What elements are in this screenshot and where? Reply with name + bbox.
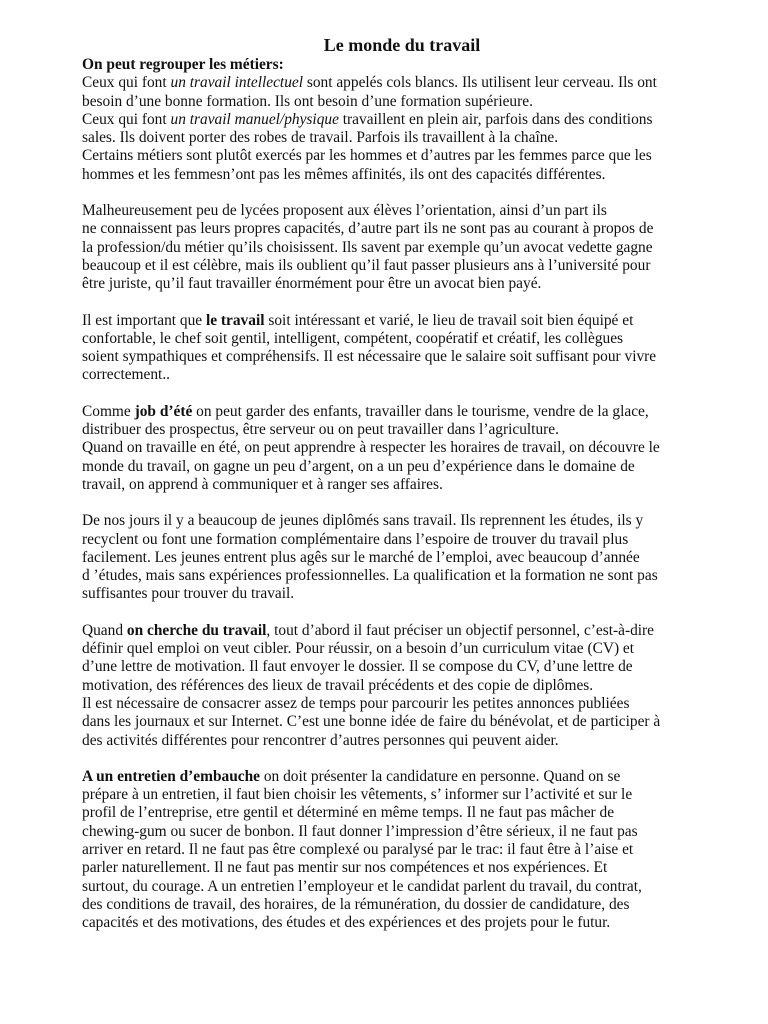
text-line [82, 549, 722, 567]
text-line [82, 439, 722, 457]
paragraph-jeunes-diplomes [82, 512, 722, 603]
text-run: besoin d’une bonne formation. Ils ont besoin d’une formation supérieure. [82, 92, 533, 110]
paragraph-orientation [82, 202, 722, 293]
text-run: des activités différentes pour rencontrer d’autres personnes qui peuvent aider. [82, 731, 559, 749]
text-line [82, 713, 722, 731]
text-run: hommes et les femmesn’ont pas les mêmes affinités, ils ont des capacités différentes. [82, 165, 606, 183]
text-run: travail, on apprend à communiquer et à ranger ses affaires. [82, 475, 443, 493]
text-line [82, 622, 722, 640]
text-run: distribuer des prospectus, être serveur ou on peut travailler dans l’agriculture. [82, 421, 559, 439]
text-line [82, 330, 722, 348]
text-run: soient sympathiques et compréhensifs. Il est nécessaire que le salaire soit suffisant pour vivre [82, 348, 657, 366]
text-run: Il est nécessaire de consacrer assez de temps pour parcourir les petites annonces publiées [82, 694, 630, 712]
text-line [82, 786, 722, 804]
text-line [82, 695, 722, 713]
text-line [82, 878, 722, 896]
text-run: correctement.. [82, 366, 171, 384]
text-line [82, 202, 722, 220]
text-run: parler naturellement. Il ne faut pas mentir sur nos compétences et nos expériences. Et [82, 859, 608, 877]
text-run: on doit présenter la candidature en personne. Quand on se [260, 767, 621, 785]
text-run: facilement. Les jeunes entrent plus agês sur le marché de l’emploi, avec beaucoup d’année [82, 548, 640, 566]
paragraph-le-travail [82, 312, 722, 385]
text-run: recyclent ou font une formation complémentaire dans l’espoire de trouver du travail plus [82, 530, 629, 548]
text-run: prépare à un entretien, il faut bien choisir les vêtements, s’ informer sur l’activité et sur le [82, 786, 633, 804]
text-line [82, 567, 722, 585]
text-run: sont appelés cols blancs. Ils utilisent leur cerveau. Ils ont [303, 74, 657, 92]
text-line [82, 74, 722, 92]
text-line [82, 732, 722, 750]
text-run: la profession/du métier qu’ils choisissent. Ils savent par exemple qu’un avocat vedette gagne [82, 238, 653, 256]
text-run: d’une lettre de motivation. Il faut envoyer le dossier. Il se compose du CV, d’une lettre de [82, 658, 633, 676]
text-line [82, 239, 722, 257]
text-line [82, 93, 722, 111]
text-line [82, 768, 722, 786]
text-run: ne connaissent pas leurs propres capacités, d’autre part ils ne sont pas au courant à propos de [82, 220, 654, 238]
text-line [82, 512, 722, 530]
paragraph-job-ete [82, 403, 722, 494]
text-line [82, 841, 722, 859]
paragraph-cherche-travail [82, 622, 722, 750]
text-line [82, 640, 722, 658]
text-line [82, 476, 722, 494]
text-line [82, 366, 722, 384]
italic-text: un travail intellectuel [170, 74, 303, 92]
text-run: De nos jours il y a beaucoup de jeunes diplômés sans travail. Ils reprennent les études, ils y [82, 512, 644, 530]
text-run: surtout, du courage. A un entretien l’employeur et le candidat parlent du travail, du contrat, [82, 877, 642, 895]
text-run: confortable, le chef soit gentil, intelligent, compétent, coopératif et créatif, les collègues [82, 329, 624, 347]
bold-text: on cherche du travail [126, 621, 267, 639]
document-body [82, 56, 722, 932]
text-run: définir quel emploi on veut cibler. Pour réussir, on a besoin d’un curriculum vitae (CV) et [82, 640, 635, 658]
text-line [82, 896, 722, 914]
text-line [82, 531, 722, 549]
text-line [82, 677, 722, 695]
text-run: monde du travail, on gagne un peu d’argent, on a un peu d’expérience dans le domaine de [82, 457, 635, 475]
text-run: arriver en retard. Il ne faut pas être complexé ou paralysé par le trac: il faut être à l’aise et [82, 840, 634, 858]
text-line [82, 403, 722, 421]
paragraph-metiers [82, 56, 722, 184]
text-run: chewing-gum ou sucer de bonbon. Il faut donner l’impression d’être sérieux, il ne faut pas [82, 822, 638, 840]
text-line [82, 458, 722, 476]
text-run: Il est important que [82, 311, 206, 329]
italic-text: un travail manuel/physique [170, 110, 339, 128]
text-run: d ’études, mais sans expériences professionnelles. La qualification et la formation ne sont pas [82, 567, 658, 585]
text-line [82, 585, 722, 603]
text-run: Malheureusement peu de lycées proposent aux élèves l’orientation, ainsi d’un part ils [82, 202, 607, 220]
text-run: sales. Ils doivent porter des robes de travail. Parfois ils travaillent à la chaîne. [82, 129, 559, 147]
text-run: Quand [82, 621, 127, 639]
bold-text: job d’été [134, 402, 193, 420]
text-run: soit intéressant et varié, le lieu de travail soit bien équipé et [264, 311, 634, 329]
text-line [82, 220, 722, 238]
text-run: capacités et des motivations, des études et des expériences et des projets pour le futur. [82, 914, 611, 932]
text-line [82, 129, 722, 147]
text-line [82, 823, 722, 841]
text-line [82, 859, 722, 877]
text-line [82, 257, 722, 275]
text-run: motivation, des références des lieux de travail précédents et des copie de diplômes. [82, 676, 594, 694]
text-run: Certains métiers sont plutôt exercés par les hommes et d’autres par les femmes parce que les [82, 147, 652, 165]
text-run: on peut garder des enfants, travailler dans le tourisme, vendre de la glace, [192, 402, 649, 420]
text-run: suffisantes pour trouver du travail. [82, 585, 295, 603]
document-page [82, 34, 722, 950]
text-line [82, 166, 722, 184]
bold-text: le travail [205, 311, 265, 329]
bold-text: A un entretien d’embauche [82, 767, 260, 785]
text-line [82, 658, 722, 676]
bold-text: On peut regrouper les métiers: [82, 56, 284, 73]
text-run: Ceux qui font [82, 110, 171, 128]
text-run: dans les journaux et sur Internet. C’est une bonne idée de faire du bénévolat, et de participer à [82, 713, 661, 731]
paragraph-entretien [82, 768, 722, 933]
text-line [82, 111, 722, 129]
text-run: travaillent en plein air, parfois dans des conditions [338, 110, 653, 128]
text-line [82, 56, 722, 74]
text-run: profil de l’entreprise, etre gentil et déterminé en même temps. Il ne faut pas mâcher de [82, 804, 615, 822]
text-line [82, 421, 722, 439]
text-line [82, 275, 722, 293]
text-line [82, 147, 722, 165]
text-run: beaucoup et il est célèbre, mais ils oublient qu’il faut passer plusieurs ans à l’université pour [82, 256, 651, 274]
text-run: Ceux qui font [82, 74, 171, 92]
text-line [82, 914, 722, 932]
text-run: Quand on travaille en été, on peut apprendre à respecter les horaires de travail, on découvre le [82, 439, 660, 457]
text-run: Comme [82, 402, 135, 420]
text-run: être juriste, qu’il faut travailler énormément pour être un avocat bien payé. [82, 275, 542, 293]
text-run: des conditions de travail, des horaires, de la rémunération, du dossier de candidature, des [82, 895, 630, 913]
document-title: Le monde du travail [323, 35, 481, 55]
text-line [82, 312, 722, 330]
text-line [82, 348, 722, 366]
text-run: , tout d’abord il faut préciser un objectif personnel, c’est-à-dire [266, 621, 655, 639]
text-line [82, 804, 722, 822]
